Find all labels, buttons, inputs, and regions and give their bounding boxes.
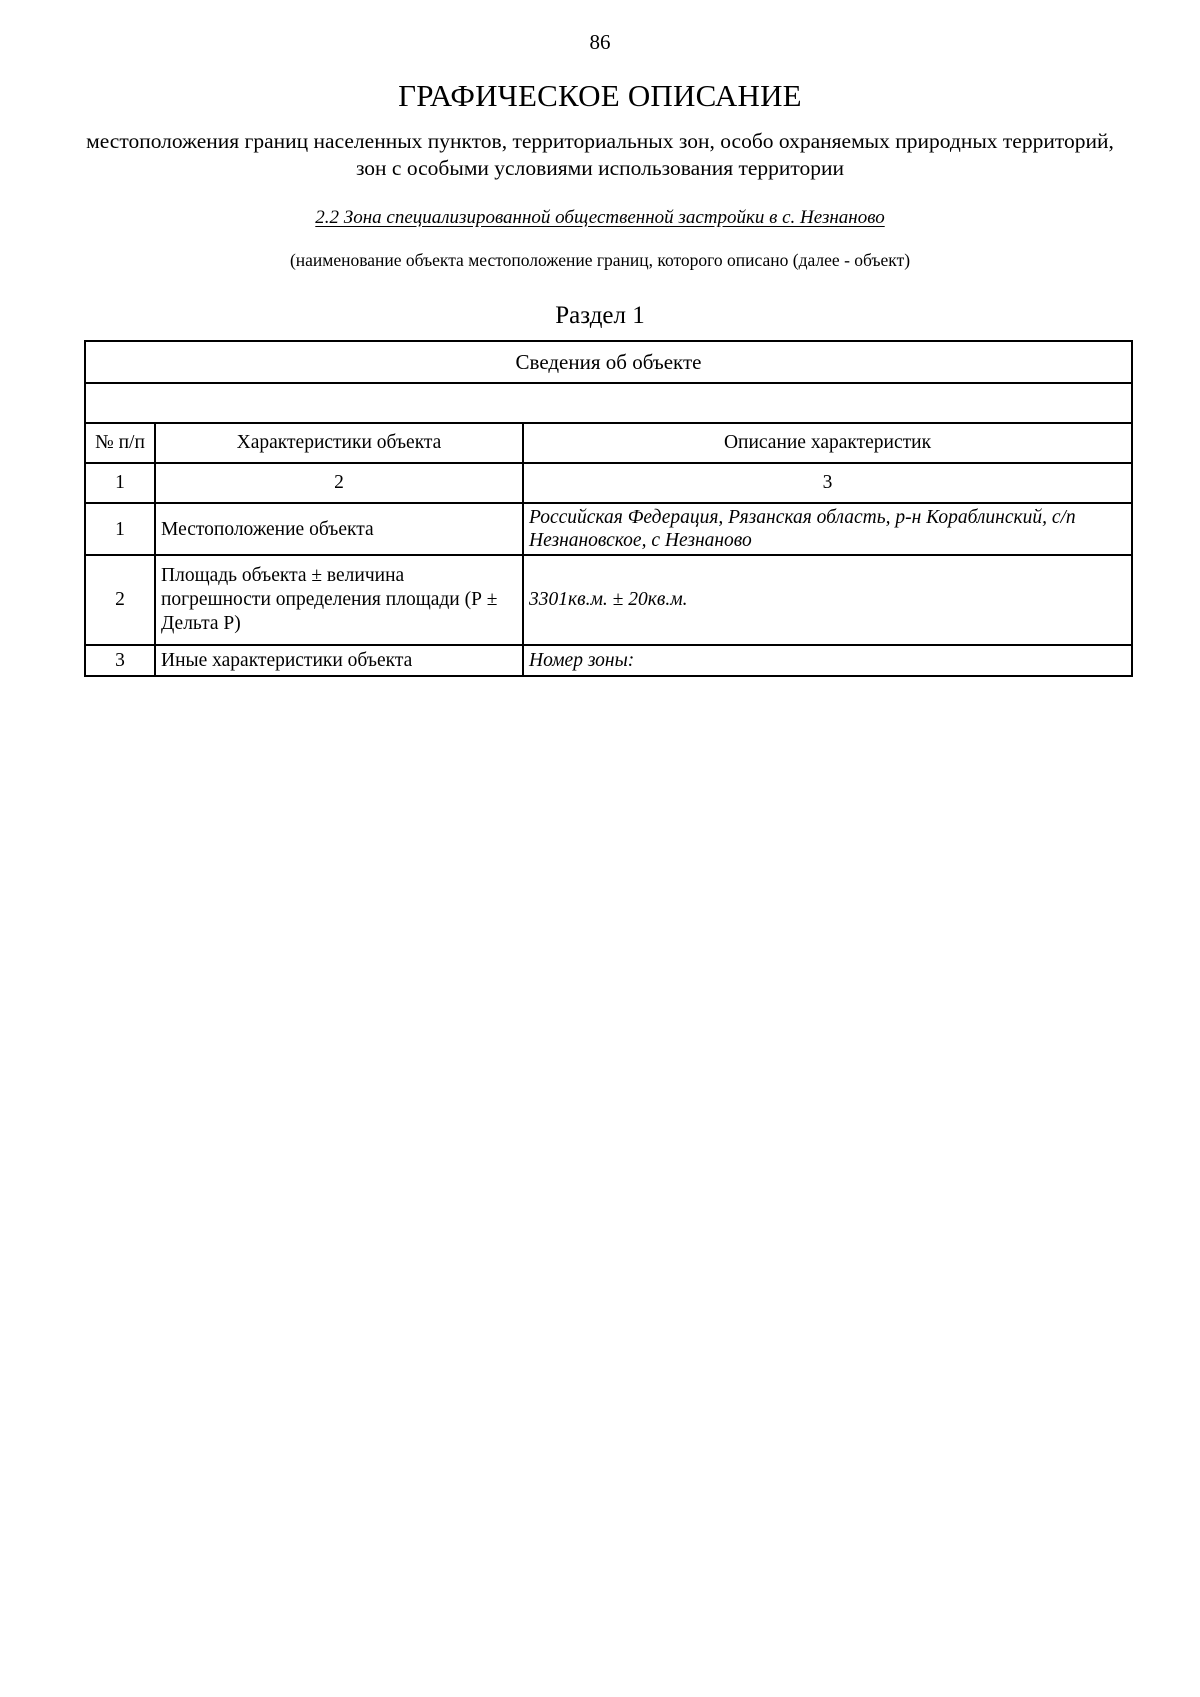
index-cell: 3 [523, 463, 1132, 503]
row-characteristic: Площадь объекта ± величина погрешности определения площади (Р ± Дельта Р) [155, 555, 523, 645]
row-description: 3301кв.м. ± 20кв.м. [523, 555, 1132, 645]
index-cell: 2 [155, 463, 523, 503]
object-name-caption: (наименование объекта местоположение границ, которого описано (далее - объект) [289, 250, 911, 270]
row-description: Российская Федерация, Рязанская область, р-н Кораблинский, с/п Незнановское, с Незнаново [523, 503, 1132, 555]
document-title: ГРАФИЧЕСКОЕ ОПИСАНИЕ [398, 78, 802, 113]
table-header-row [85, 423, 1132, 463]
section-title: Раздел 1 [555, 302, 645, 329]
row-num: 3 [85, 645, 155, 676]
table-index-row [85, 463, 1132, 503]
header-characteristic: Характеристики объекта [155, 423, 523, 463]
row-characteristic: Местоположение объекта [155, 503, 523, 555]
table-empty-row [85, 383, 1132, 423]
table-row [85, 555, 1132, 645]
row-description: Номер зоны: [523, 645, 1132, 676]
header-num: № п/п [85, 423, 155, 463]
page-number: 86 [589, 30, 611, 54]
index-cell: 1 [85, 463, 155, 503]
row-num: 2 [85, 555, 155, 645]
object-info-table [84, 340, 1133, 677]
row-num: 1 [85, 503, 155, 555]
table-caption: Сведения об объекте [85, 341, 1132, 383]
empty-cell [85, 383, 1132, 423]
header-description: Описание характеристик [523, 423, 1132, 463]
table-row [85, 503, 1132, 555]
row-characteristic: Иные характеристики объекта [155, 645, 523, 676]
table-caption-row [85, 341, 1132, 383]
object-name: 2.2 Зона специализированной общественной застройки в с. Незнаново [315, 207, 885, 228]
object-name-line [0, 207, 1200, 229]
table-row [85, 645, 1132, 676]
document-subtitle: местоположения границ населенных пунктов, территориальных зон, особо охраняемых природных территорий, зон с особыми условиями использования территории [86, 129, 1114, 180]
